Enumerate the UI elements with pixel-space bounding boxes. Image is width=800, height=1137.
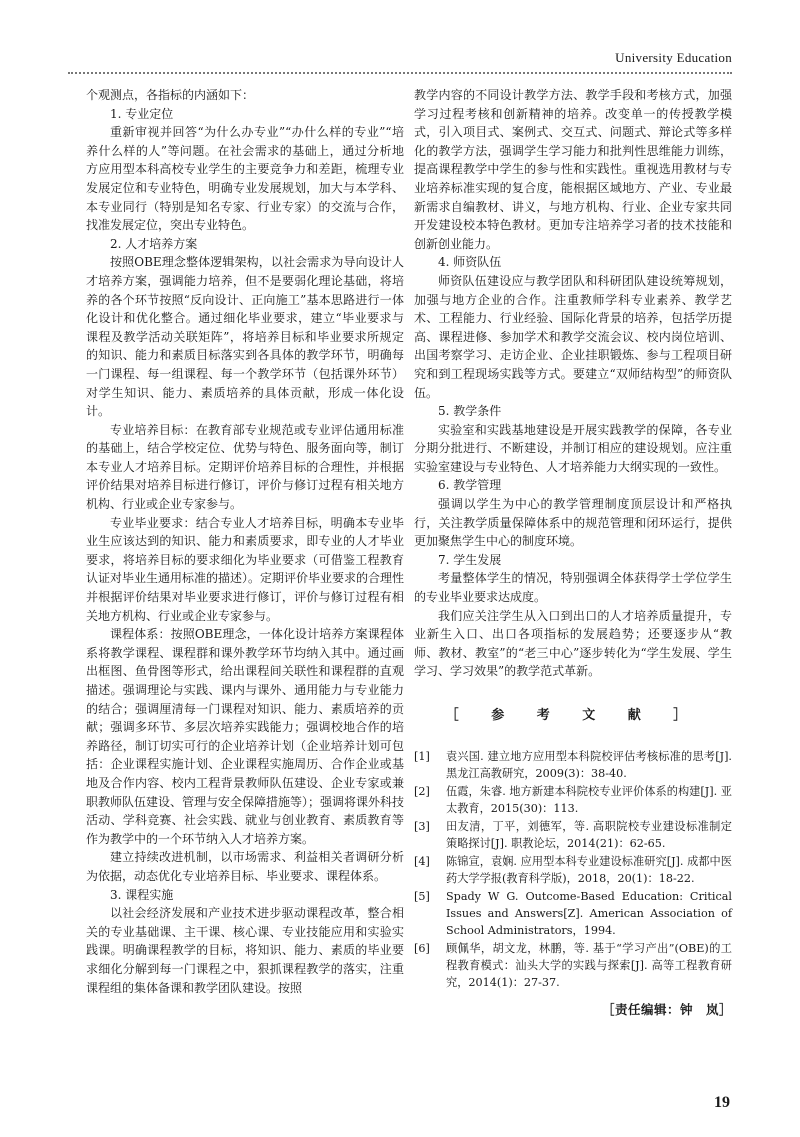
reference-text: 田友清，丁平，刘德军，等. 高职院校专业建设标准制定策略探讨[J]. 职教论坛，2014(21)：62-65. <box>446 819 732 850</box>
paragraph: 重新审视并回答“为什么办专业”“办什么样的专业”“培养什么样的人”等问题。在社会需求的基础上，通过分析地方应用型本科高校专业学生的主要竞争力和差距，梳理专业发展定位和专业特色，明确专业发展规划，加大与本学科、本专业同行（特别是知名专家、行业专家）的交流与合作，找准发展定位，突出专业特色。 <box>86 125 404 233</box>
page-number: 19 <box>714 1094 730 1111</box>
paragraph: 以社会经济发展和产业技术进步驱动课程改革，整合相关的专业基础课、主干课、核心课、专业技能应用和实验实践课。明确课程教学的目标，将知识、能力、素质的毕业要求细化分解到每一门课程之中，狠抓课程教学的落实，注重课程组的集体备课和教学团队建设。按照 <box>86 906 404 995</box>
paragraph: 专业毕业要求：结合专业人才培养目标，明确本专业毕业生应该达到的知识、能力和素质要求，即专业的人才毕业要求，将培养目标的要求细化为毕业要求（可借鉴工程教育认证对毕业生通用标准的描述）。定期评价毕业要求的合理性并根据评价结果对毕业要求进行修订，评价与修订过程有相关地方机构、行业或企业专家参与。 <box>86 515 405 623</box>
reference-number: [3] <box>414 819 430 833</box>
paragraph: 实验室和实践基地建设是开展实践教学的保障，各专业分期分批进行、不断建设，并制订相应的建设规划。应注重实验室建设与专业特色、人才培养能力大纲实现的一致性。 <box>414 422 732 474</box>
left-column <box>86 86 404 997</box>
paragraph: 按照OBE理念整体逻辑架构，以社会需求为导向设计人才培养方案，强调能力培养，但不是要弱化理论基础，将培养的各个环节按照“反向设计、正向施工”基本思路进行一体化设计和优化整合。通过细化毕业要求，建立“毕业要求与课程及教学活动关联矩阵”，将培养目标和毕业要求所规定的知识、能力和素质目标落实到各具体的教学环节，明确每一门课程、每一组课程、每一个教学环节（包括课外环节）对学生知识、能力、素质培养的具体贡献，形成一体化设计。 <box>86 255 404 419</box>
journal-name: University Education <box>615 50 732 65</box>
section-heading: 3. 课程实施 <box>110 887 174 902</box>
section-heading: 1. 专业定位 <box>110 106 174 121</box>
references-title: ［ 参 考 文 献 ］ <box>445 708 701 723</box>
reference-text: 伍霞，朱睿. 地方新建本科院校专业评价体系的构建[J]. 亚太教育，2015(30)：113. <box>446 784 732 815</box>
reference-text: Spady W G. Outcome-Based Education: Critical Issues and Answers[Z]. American Association of School Administrators，1994. <box>446 889 732 937</box>
running-header <box>68 50 732 74</box>
reference-number: [1] <box>414 749 430 763</box>
reference-item <box>414 888 732 939</box>
section-heading: 2. 人才培养方案 <box>110 236 198 251</box>
reference-item <box>414 818 732 852</box>
section-heading: 4. 师资队伍 <box>438 255 502 270</box>
paragraph: 建立持续改进机制，以市场需求、利益相关者调研分析为依据，动态优化专业培养目标、毕业要求、课程体系。 <box>86 850 404 883</box>
paragraph: 课程体系：按照OBE理念，一体化设计培养方案课程体系将教学课程、课程群和课外教学环节均纳入其中。通过画出框图、鱼骨图等形式，给出课程间关联性和课程群的直观描述。强调理论与实践、课内与课外、通用能力与专业能力的结合；强调厘清每一门课程对知识、能力、素质培养的贡献；强调多环节、多层次培养实践能力；强调校地合作的培养路径，制订切实可行的企业培养计划（企业培养计划可包括：企业课程实施计划、企业课程实施周历、合作企业或基地及合作内容、校内工程背景教师队伍建设、企业专家或兼职教师队伍建设、管理与安全保障措施等）；强调将课外科技活动、学科竞赛、社会实践、就业与创业教育、素质教育等作为教学中的一个环节纳入人才培养方案。 <box>86 627 405 846</box>
section-heading: 5. 教学条件 <box>438 404 502 419</box>
reference-item <box>414 940 732 991</box>
paragraph: 师资队伍建设应与教学团队和科研团队建设统筹规划，加强与地方企业的合作。注重教师学科专业素养、教学艺术、工程能力、行业经验、国际化背景的培养，包括学历提高、课程进修、参加学术和教学交流会议、校内岗位培训、出国考察学习、走访企业、企业挂职锻炼、参与工程项目研究和到工程现场实践等方式。要建立“双师结构型”的师资队伍。 <box>414 273 732 400</box>
reference-number: [5] <box>414 889 430 903</box>
reference-item <box>414 853 732 887</box>
paragraph: 强调以学生为中心的教学管理制度顶层设计和严格执行，关注教学质量保障体系中的规范管理和闭环运行，提供更加聚焦学生中心的制度环境。 <box>414 497 732 549</box>
reference-item <box>414 748 732 782</box>
reference-number: [6] <box>414 941 430 955</box>
reference-text: 顾佩华，胡文龙，林鹏，等. 基于“学习产出”(OBE)的工程教育模式：汕头大学的实践与探索[J]. 高等工程教育研究，2014(1)：27-37. <box>446 941 732 989</box>
reference-text: 陈锦宣，袁娴. 应用型本科专业建设标准研究[J]. 成都中医药大学学报(教育科学版)，2018，20(1)：18-22. <box>446 854 732 885</box>
paragraph: 教学内容的不同设计教学方法、教学手段和考核方式，加强学习过程考核和创新精神的培养。改变单一的传授教学模式，引入项目式、案例式、交互式、问题式、辩论式等多样化的教学方法，强调学生学习能力和批判性思维能力训练，提高课程教学中学生的参与性和实践性。重视选用教材与专业培养标准实现的复合度，能根据区域地方、产业、专业最新需求自编教材、讲义，与地方机构、行业、企业专家共同开发建设校本特色教材。更加专注培养学习者的技术技能和创新创业能力。 <box>414 88 732 251</box>
section-heading: 7. 学生发展 <box>438 552 502 567</box>
paragraph: 我们应关注学生从入口到出口的人才培养质量提升，专业新生入口、出口各项指标的发展趋势；还要逐步从“教师、教材、教室”的“老三中心”逐步转化为“学生发展、学生学习、学习效果”的教学范式革新。 <box>414 608 732 679</box>
paragraph: 考量整体学生的情况，特别强调全体获得学士学位学生的专业毕业要求达成度。 <box>414 571 732 605</box>
right-column <box>414 86 732 1019</box>
section-heading: 6. 教学管理 <box>438 478 502 493</box>
paragraph: 个观测点，各指标的内涵如下： <box>86 88 255 102</box>
reference-item <box>414 783 732 817</box>
paragraph: 专业培养目标：在教育部专业规范或专业评估通用标准的基础上，结合学校定位、优势与特色、服务面向等，制订本专业人才培养目标。定期评价培养目标的合理性，并根据评价结果对培养目标进行修订，评价与修订过程有相关地方机构、行业或企业专家参与。 <box>86 422 404 512</box>
reference-text: 袁兴国. 建立地方应用型本科院校评估考核标准的思考[J]. 黑龙江高教研究，2009(3)：38-40. <box>446 749 732 780</box>
reference-list <box>414 748 732 991</box>
reference-number: [2] <box>414 784 430 798</box>
reference-number: [4] <box>414 854 430 868</box>
responsible-editor: ［责任编辑：钟 岚］ <box>601 1001 732 1017</box>
